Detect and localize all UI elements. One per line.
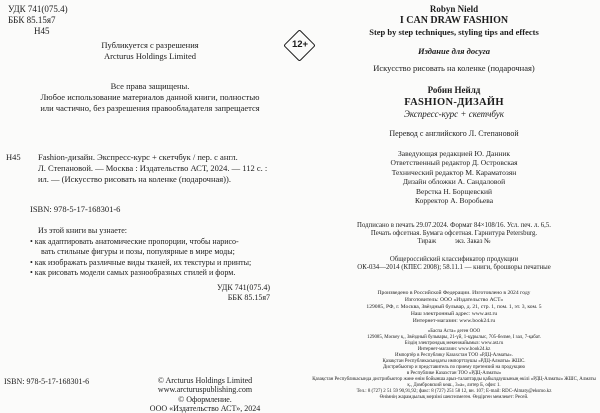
kazakhstan-line: Біздің электрондық мекенжайымыз: www.ast.ru <box>404 341 504 346</box>
kazakhstan-line: Импортёр в Республику Казахстан ТОО «РДЦ-Алматы». <box>395 353 513 358</box>
classifier-line: ОК-034—2014 (КПЕС 2008); 58.11.1 — книги, брошюры печатные <box>357 264 551 272</box>
manufacturer-line: Произведено в Российской Федерации. Изготовлено в 2024 году <box>377 290 531 296</box>
staff-credit: Дизайн обложки А. Сандаловой <box>402 177 506 187</box>
rights-line: Все права защищены. <box>110 81 190 91</box>
annotation-bullet: • как рисовать модели самых разнообразных стилей и форм. <box>30 268 236 277</box>
edition-type: Издание для досуга <box>417 46 491 56</box>
translator-credit: Перевод с английского Л. Степановой <box>389 129 519 138</box>
copyright-design: © Оформление. <box>178 394 232 404</box>
copyright-block <box>95 376 315 413</box>
kazakhstan-line: Дистрибьютор и представитель по приему претензий на продукцию <box>382 365 526 370</box>
kazakhstan-line: Қазақстан Республикасында дистрибьютор және өнім бойынша арыз-талаптарды қабылдаушының өкілі «РДЦ-Алматы» ЖШС, Алматы қ., Домбровский көш., 3«а», литер Б, офис 1. <box>312 377 596 388</box>
rights-notice <box>0 81 300 114</box>
classification-codes-footer <box>0 283 270 303</box>
right-page <box>310 0 598 413</box>
manufacturer-line: 129085, РФ, г. Москва, Звёздный бульвар, д. 21, стр. 1, пом. 1, эт. 3, ком. 5 <box>366 304 542 310</box>
catalog-line: Л. Степановой. — Москва : Издательство АСТ, 2024. — 112 с. : <box>38 163 268 173</box>
annotation-bullet: • как адаптировать анатомические пропорции, чтобы нарисо- <box>30 236 239 246</box>
manufacturer-line: Наш электронный адрес: www.ast.ru <box>410 311 498 317</box>
staff-credit: Корректор А. Воробьева <box>414 196 494 206</box>
author-index: Н45 <box>34 26 50 36</box>
kazakhstan-line: Интернет-магазин: www.book24.kz <box>417 347 491 352</box>
staff-credit: Заведующая редакцией Ю. Данник <box>397 149 510 158</box>
catalog-description <box>38 152 267 185</box>
isbn: ISBN: 978-5-17-168301-6 <box>30 204 121 214</box>
copyright-licensor: © Arcturus Holdings Limited <box>157 376 253 385</box>
title-russian: FASHION-ДИЗАЙН <box>404 97 504 108</box>
staff-credit: Ответственный редактор Д. Островская <box>390 158 518 168</box>
series-title: Искусство рисовать на коленке (подарочная) <box>373 63 535 73</box>
annotation-title: Из этой книги вы узнаете: <box>38 226 128 235</box>
classifier-line: Общероссийский классификатор продукции <box>389 256 519 263</box>
kazakhstan-line: «Баспа Аста» деген ООО <box>427 329 481 334</box>
rights-line: или частично, без разрешения правообладателя запрещается <box>40 103 260 113</box>
licensor-name: Arcturus Holdings Limited <box>103 51 197 61</box>
rights-line: Любое использование материалов данной книги, полностью <box>40 92 260 102</box>
staff-credit: Верстка Н. Борщевский <box>416 186 492 196</box>
staff-credits <box>310 149 598 205</box>
udk-code-footer: УДК 741(075.4) <box>217 283 270 292</box>
subtitle-russian: Экспресс-курс + скетчбук <box>403 109 505 119</box>
catalog-line: Fashion-дизайн. Экспресс-курс + скетчбук / пер. с англ. <box>38 152 238 162</box>
annotation-bullet: • как изображать различные виды тканей, их текстуры и принты; <box>30 257 252 267</box>
manufacturer-info <box>310 290 598 325</box>
licensor-website: www.arcturuspublishing.com <box>157 385 253 395</box>
staff-credit: Технический редактор М. Караматозян <box>391 167 517 177</box>
author-original: Robyn Nield <box>429 4 479 14</box>
kazakhstan-line: 129085, Мәскеу қ., Звёздный бульвары, 21-үй, 1-құрылыс, 705-бөлме, I зал, 7-қабат. <box>367 335 541 340</box>
russian-title-block <box>310 85 598 120</box>
kazakhstan-line: в Республике Казахстан ТОО «РДЦ-Алматы» <box>406 371 502 376</box>
manufacturer-line: Изготовитель: ООО «Издательство АСТ» <box>404 297 504 303</box>
product-classifier <box>310 256 598 272</box>
annotation-bullet-continuation: вать стильные фигуры и позы, популярные в мире моды; <box>41 247 235 256</box>
kazakhstan-distribution <box>310 329 598 401</box>
permission-note <box>0 40 300 62</box>
age-rating-label: 12+ <box>291 39 309 50</box>
print-detail-line: Печать офсетная. Бумага офсетная. Гарнитура Petersburg. <box>370 230 538 238</box>
catalog-index: Н45 <box>6 152 21 162</box>
print-detail-line: Подписано в печать 29.07.2024. Формат 84×108/16. Усл. печ. л. 6,5. <box>357 222 551 229</box>
print-detail-line: Тираж экз. Заказ № <box>417 238 491 246</box>
permission-line: Публикуется с разрешения <box>101 40 199 50</box>
subtitle-original: Step by step techniques, styling tips and effects <box>369 27 539 37</box>
bbk-code: ББК 85.15я7 <box>8 15 56 25</box>
manufacturer-line: Интернет-магазин: www.book24.ru <box>412 318 496 324</box>
isbn-footer: ISBN: 978-5-17-168301-6 <box>4 377 90 386</box>
original-title-block <box>310 4 598 38</box>
print-details <box>310 222 598 247</box>
kazakhstan-line: Қазақстан Республикасындағы импорттаушы «РДЦ-Алматы» ЖШС. <box>382 359 526 364</box>
classification-codes <box>8 4 68 37</box>
udk-code: УДК 741(075.4) <box>8 4 68 14</box>
catalog-line: ил. — (Искусство рисовать на коленке (подарочная)). <box>38 174 231 184</box>
annotation <box>30 226 294 279</box>
kazakhstan-line: Өнімнің жарамдылық мерзімі шектелмеген. Өндірген мемлекет: Ресей. <box>379 395 529 400</box>
catalog-entry <box>6 152 298 185</box>
author-russian: Робин Нейлд <box>427 85 481 95</box>
bbk-code-footer: ББК 85.15я7 <box>227 293 270 302</box>
title-original: I CAN DRAW FASHION <box>399 15 509 26</box>
publisher-copyright: ООО «Издательство АСТ», 2024 <box>149 403 261 413</box>
kazakhstan-line: Тел.: 8 (727) 2 51 59 90,91,92; факс: 8 (727) 251 58 12, вн. 107; E-mail: RDC-Almaty@eksmo.kz <box>356 389 552 394</box>
